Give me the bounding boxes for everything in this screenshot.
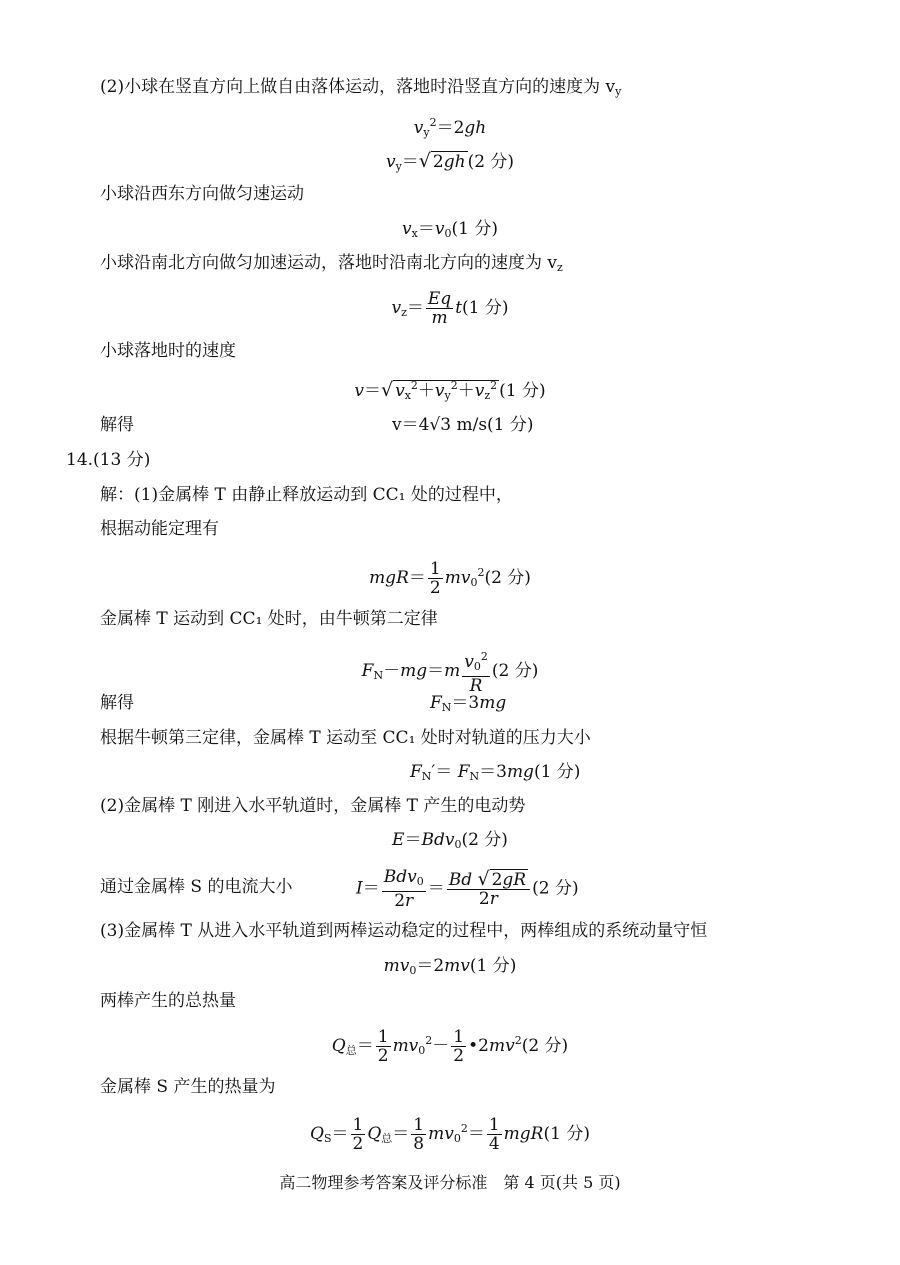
eq-emf: E＝Bdv$_0$(2 分) [392,830,508,851]
q14-part2: (2)金属棒 T 刚进入水平轨道时，金属棒 T 产生的电动势 [100,796,526,816]
q14-title: 14.(13 分) [66,450,151,470]
q14-theorem: 根据动能定理有 [100,519,219,539]
line-landing-velocity: 小球落地时的速度 [100,341,236,361]
eq-energy: mgR＝ $\frac{1}{2}$ $mv_0^2(2$ 分) [369,559,531,598]
eq-vz: $v_z=$ $\frac{Eq}{m}$ t(1 分) [391,289,509,328]
result-v: v＝4√3 m/s(1 分) [392,415,534,435]
eq-newton2: $F_N-mg=m$ $\frac{v_0^2}{R}$ (2 分) [361,650,539,696]
label-solve: 解得 [100,415,134,435]
eq-v-total: v＝√ $v_x^2+v_y^2+v_z^2$ (1 分) [354,379,546,402]
q14-current-label: 通过金属棒 S 的电流大小 [100,877,293,897]
label-solve-fn: 解得 [100,693,134,713]
eq-vy-squared: $v_y^2=2gh$ [413,116,487,139]
line-uniform-motion: 小球沿西东方向做匀速运动 [100,184,304,204]
q14-step1: 解：(1)金属棒 T 由静止释放运动到 CC₁ 处的过程中， [100,485,513,505]
page-footer: 高二物理参考答案及评分标准 第 4 页(共 5 页) [279,1173,621,1192]
q14-heat-total: 两棒产生的总热量 [100,991,236,1011]
eq-vy: $v_y=√$ 2gh (2 分) [385,150,515,173]
q14-newton3: 根据牛顿第三定律，金属棒 T 运动至 CC₁ 处时对轨道的压力大小 [100,728,591,748]
eq-current: I＝ $\frac{Bdv_0}{2r}$ ＝ $\frac{Bd √ 2gR}{2r}$ (2 分) [356,867,579,911]
eq-momentum: $mv_0=2mv(1$ 分) [383,956,517,977]
part2-intro: (2)小球在竖直方向上做自由落体运动，落地时沿竖直方向的速度为 $v_y$ [100,77,622,98]
eq-fn-prime: $F_N'= F_N=3mg(1$ 分) [410,762,581,783]
q14-newton2: 金属棒 T 运动到 CC₁ 处时，由牛顿第二定律 [100,609,438,629]
eq-vx: $v_x=v_0(1$ 分) [402,219,498,240]
q14-heat-s: 金属棒 S 产生的热量为 [100,1077,276,1097]
eq-heat-s: $Q_S=$ $\frac{1}{2}$ $Q_总=$ $\frac{1}{8}$ $mv_0^2=$ $\frac{1}{4}$ mgR(1 分) [310,1115,590,1154]
line-accelerated-motion: 小球沿南北方向做匀加速运动，落地时沿南北方向的速度为 $v_z$ [100,253,563,274]
eq-heat-total: $Q_总=$ $\frac{1}{2}$ $mv_0^2-$ $\frac{1}{2}$ $•2mv^2(2$ 分) [331,1027,569,1066]
q14-part3: (3)金属棒 T 从进入水平轨道到两棒运动稳定的过程中，两棒组成的系统动量守恒 [100,921,708,941]
result-fn: $F_N=3mg$ [430,693,507,714]
